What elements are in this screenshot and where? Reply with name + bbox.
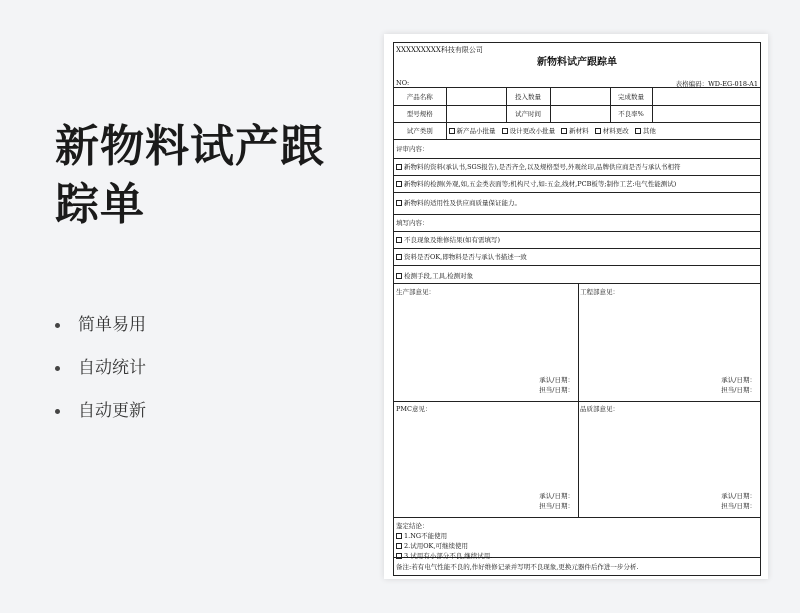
product-name-label: 产品名称 [394,88,446,105]
form-title: 新物料试产跟踪单 [537,57,617,68]
fill-item: 检测手段,工具,检测对象 [394,266,760,284]
pmc-opinion-box: PMC意见： 承认/日期： 担当/日期： [396,404,574,510]
trial-time-label: 试产时间 [506,105,550,122]
remarks: 备注:若有电气性能不良的,作好维修记录并写明不良现象,更换元器件后作进一步分析. [396,562,639,571]
checkbox-icon [396,254,402,260]
feature-item: 简单易用 [55,312,146,355]
fill-item: 资料是否OK,即物料是否与承认书描述一致 [394,249,760,266]
bullet-icon [55,323,60,328]
input-qty-label: 投入数量 [506,88,550,105]
feature-item: 自动统计 [55,355,146,398]
fill-label: 填写内容： [394,215,760,232]
form-number-row [394,76,760,88]
checkbox-icon [595,128,601,134]
defect-rate-cell [652,105,760,122]
review-item: 新物料的检测(外观,如,五金类表面等;机构尺寸,如:五金,线材,PCB板等;制作工艺:电气性能测试) [394,176,760,193]
checkbox-icon [502,128,508,134]
checkbox-icon [396,200,402,206]
company-name: XXXXXXXXX科技有限公司 [396,46,483,54]
checkbox-icon [396,164,402,170]
left-panel [55,118,365,234]
fill-item: 不良现象及维修结果(如有需填写) [394,232,760,249]
completed-qty-label: 完成数量 [610,88,652,105]
feature-list [55,312,146,441]
review-label: 评审内容： [394,140,760,159]
review-item: 新物料的适用性及供应商质量保证能力。 [394,193,760,215]
model-spec-cell [446,105,506,122]
checkbox-icon [561,128,567,134]
checkbox-icon [396,543,402,549]
checkbox-icon [635,128,641,134]
tracking-form [393,42,761,576]
checkbox-icon [396,181,402,187]
trial-time-cell [550,105,610,122]
review-item: 新物料的资料(承认书,SGS报告),是否齐全,以及规格型号,外观丝印,品牌供应商是否与承认书相符 [394,159,760,176]
checkbox-icon [396,273,402,279]
checkbox-icon [396,237,402,243]
conclusion-section: 鉴定结论： 1.NG不能使用 2.试用OK,可继续使用 3.试用有小部分不良,继续试用. [394,518,760,558]
product-info-table [394,88,760,140]
feature-item: 自动更新 [55,398,146,441]
trial-type-options: 新产品小批量 设计更改小批量 新材料 材料更改 其他 [446,122,760,139]
trial-type-label: 试产类别 [394,122,446,139]
form-no-label: NO: [396,79,410,87]
form-code: 表格编码：WD-EG-018-A1 [675,80,758,88]
document-preview [384,34,768,579]
bullet-icon [55,409,60,414]
opinion-grid [394,284,760,518]
input-qty-cell [550,88,610,105]
checkbox-icon [396,533,402,539]
product-name-cell [446,88,506,105]
model-spec-label: 型号规格 [394,105,446,122]
bullet-icon [55,366,60,371]
completed-qty-cell [652,88,760,105]
page-title: 新物料试产跟踪单 [55,121,325,230]
production-opinion-box: 生产部意见： 承认/日期： 担当/日期： [396,287,574,394]
engineering-opinion-box: 工程部意见： 承认/日期： 担当/日期： [580,287,756,394]
checkbox-icon [449,128,455,134]
checkbox-icon [396,553,402,559]
quality-opinion-box: 品质部意见： 承认/日期： 担当/日期： [580,404,756,510]
defect-rate-label: 不良率% [610,105,652,122]
